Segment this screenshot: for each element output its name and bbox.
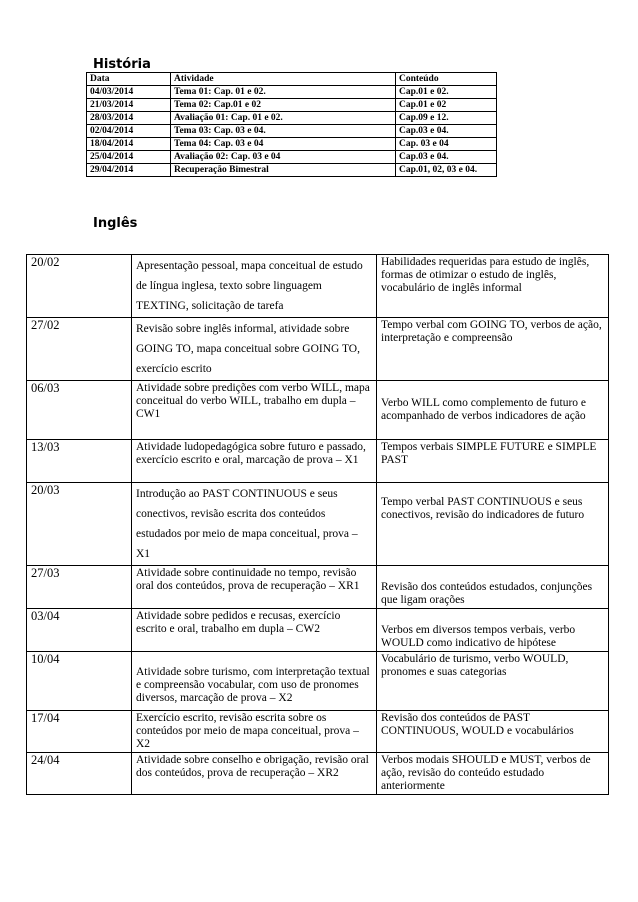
header-conteudo: Conteúdo [396, 73, 497, 86]
table-row [87, 112, 497, 125]
table-row [87, 151, 497, 164]
table-row [27, 318, 609, 381]
cell-activity: Avaliação 02: Cap. 03 e 04 [171, 151, 396, 164]
table-header-row [87, 73, 497, 86]
cell-activity: Atividade sobre pedidos e recusas, exercício escrito e oral, trabalho em dupla – CW2 [132, 609, 377, 652]
cell-activity: Introdução ao PAST CONTINUOUS e seus conectivos, revisão escrita dos conteúdos estudados por meio de mapa conceitual, prova – X1 [132, 483, 377, 566]
header-atividade: Atividade [171, 73, 396, 86]
cell-content [377, 483, 609, 566]
cell-content-text: Verbos em diversos tempos verbais, verbo WOULD como indicativo de hipótese [381, 624, 576, 649]
cell-date: 17/04 [27, 711, 132, 753]
cell-activity: Tema 02: Cap.01 e 02 [171, 99, 396, 112]
table-row [27, 711, 609, 753]
cell-activity: Revisão sobre inglês informal, atividade sobre GOING TO, mapa conceitual sobre GOING TO, exercício escrito [132, 318, 377, 381]
table-row [87, 138, 497, 151]
cell-activity: Atividade sobre conselho e obrigação, revisão oral dos conteúdos, prova de recuperação – XR2 [132, 753, 377, 795]
cell-content [377, 566, 609, 609]
cell-date: 18/04/2014 [87, 138, 171, 151]
cell-content: Cap.01 e 02. [396, 86, 497, 99]
table-row [87, 86, 497, 99]
cell-date: 20/03 [27, 483, 132, 566]
header-data: Data [87, 73, 171, 86]
table-row [87, 125, 497, 138]
table-row [27, 609, 609, 652]
cell-content [377, 609, 609, 652]
cell-content: Revisão dos conteúdos de PAST CONTINUOUS, WOULD e vocabulários [377, 711, 609, 753]
historia-table [86, 72, 497, 177]
table-row [27, 381, 609, 440]
cell-date: 28/03/2014 [87, 112, 171, 125]
cell-activity: Tema 03: Cap. 03 e 04. [171, 125, 396, 138]
cell-activity-text: Atividade sobre turismo, com interpretação textual e compreensão vocabular, com uso de pronomes diversos, marcação de prova – X2 [136, 666, 370, 704]
cell-date: 03/04 [27, 609, 132, 652]
table-row [27, 483, 609, 566]
cell-date: 29/04/2014 [87, 164, 171, 177]
cell-activity: Exercício escrito, revisão escrita sobre os conteúdos por meio de mapa conceitual, prova – X2 [132, 711, 377, 753]
cell-activity: Tema 04: Cap. 03 e 04 [171, 138, 396, 151]
cell-content-text: Tempo verbal PAST CONTINUOUS e seus conectivos, revisão do indicadores de futuro [381, 496, 585, 521]
cell-activity: Atividade sobre continuidade no tempo, revisão oral dos conteúdos, prova de recuperação – XR1 [132, 566, 377, 609]
cell-date: 04/03/2014 [87, 86, 171, 99]
table-row [27, 255, 609, 318]
table-row [27, 566, 609, 609]
cell-date: 13/03 [27, 440, 132, 483]
cell-date: 20/02 [27, 255, 132, 318]
historia-title: História [93, 57, 151, 72]
cell-date: 10/04 [27, 652, 132, 711]
table-row [27, 753, 609, 795]
ingles-table [26, 254, 609, 795]
cell-content: Verbos modais SHOULD e MUST, verbos de ação, revisão do conteúdo estudado anteriormente [377, 753, 609, 795]
cell-date: 27/03 [27, 566, 132, 609]
table-row [27, 652, 609, 711]
ingles-title: Inglês [93, 216, 138, 231]
table-row [87, 99, 497, 112]
cell-date: 27/02 [27, 318, 132, 381]
cell-content: Cap. 03 e 04 [396, 138, 497, 151]
cell-activity: Atividade sobre predições com verbo WILL, mapa conceitual do verbo WILL, trabalho em dupla – CW1 [132, 381, 377, 440]
table-row [27, 440, 609, 483]
cell-content: Tempos verbais SIMPLE FUTURE e SIMPLE PAST [377, 440, 609, 483]
cell-activity: Recuperação Bimestral [171, 164, 396, 177]
cell-content: Tempo verbal com GOING TO, verbos de ação, interpretação e compreensão [377, 318, 609, 381]
cell-content: Cap.09 e 12. [396, 112, 497, 125]
cell-content: Cap.03 e 04. [396, 151, 497, 164]
cell-date: 21/03/2014 [87, 99, 171, 112]
cell-content: Cap.03 e 04. [396, 125, 497, 138]
cell-activity: Avaliação 01: Cap. 01 e 02. [171, 112, 396, 125]
cell-activity [132, 652, 377, 711]
cell-date: 06/03 [27, 381, 132, 440]
cell-date: 02/04/2014 [87, 125, 171, 138]
cell-activity: Atividade ludopedagógica sobre futuro e passado, exercício escrito e oral, marcação de prova – X1 [132, 440, 377, 483]
cell-content: Cap.01, 02, 03 e 04. [396, 164, 497, 177]
cell-activity: Apresentação pessoal, mapa conceitual de estudo de língua inglesa, texto sobre linguagem TEXTING, solicitação de tarefa [132, 255, 377, 318]
cell-activity: Tema 01: Cap. 01 e 02. [171, 86, 396, 99]
cell-content: Habilidades requeridas para estudo de inglês, formas de otimizar o estudo de inglês, vocabulário de inglês informal [377, 255, 609, 318]
cell-date: 25/04/2014 [87, 151, 171, 164]
cell-content-text: Revisão dos conteúdos estudados, conjunções que ligam orações [381, 581, 593, 606]
table-row [87, 164, 497, 177]
cell-content: Cap.01 e 02 [396, 99, 497, 112]
cell-content: Vocabulário de turismo, verbo WOULD, pronomes e suas categorias [377, 652, 609, 711]
cell-content-text: Verbo WILL como complemento de futuro e acompanhado de verbos indicadores de ação [381, 397, 587, 422]
cell-date: 24/04 [27, 753, 132, 795]
cell-content [377, 381, 609, 440]
